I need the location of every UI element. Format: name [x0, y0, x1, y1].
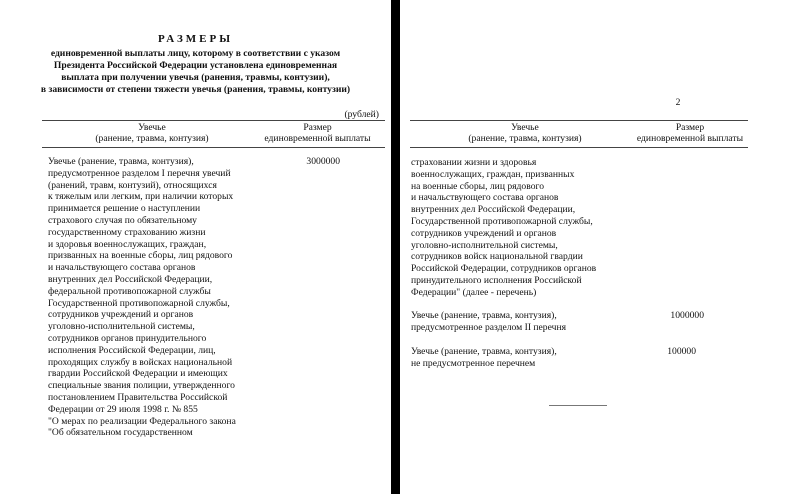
- page-number: 2: [675, 97, 681, 108]
- column-header-line: (ранение, травма, контузия): [95, 133, 209, 144]
- document-title: РАЗМЕРЫ: [157, 33, 234, 45]
- column-header-injury: [42, 122, 262, 144]
- document-subtitle: [20, 48, 371, 96]
- table-cell-injury: Увечье (ранение, травма, контузия), предусмотренное разделом II перечня: [411, 310, 566, 333]
- subtitle-line: Президента Российской Федерации установлена единовременная: [53, 60, 338, 71]
- table-header-rule: [410, 147, 748, 148]
- document-page-left: [0, 0, 391, 494]
- table-cell-injury: Увечье (ранение, травма, контузия), предусмотренное разделом I перечня увечий (ранений, травм, контузий), относящихся к тяжелым или легким, при наличии которых принимается решение о наступлении страхового случая по обязательному государственному страхованию жизни и здоровья военнослужащих, граждан, призванных на военные сборы, лиц рядового и начальствующего состава органов внутренних дел Российской Федерации, федеральной противопожарной службы Государственной противопожарной службы, сотрудников учреждений и органов уголовно-исполнительной системы, сотрудников органов принудительного исполнения Российской Федерации, лиц, проходящих службу в войсках национальной гвардии Российской Федерации и имеющих специальные звания полиции, утвержденного постановлением Правительства Российской Федерации от 29 июля 1998 г. № 855 "О мерах по реализации Федерального закона "Об обязательном государственном: [48, 156, 236, 439]
- table-header-rule: [42, 147, 385, 148]
- column-header-line: Увечье: [138, 122, 166, 133]
- subtitle-line: выплата при получении увечья (ранения, травмы, контузии),: [61, 72, 330, 83]
- subtitle-line: в зависимости от степени тяжести увечья (ранения, травмы, контузии): [40, 84, 351, 95]
- table-cell-amount: 3000000: [306, 156, 340, 167]
- column-header-amount: [620, 122, 760, 144]
- table-cell-injury-continued: страховании жизни и здоровья военнослужащих, граждан, призванных на военные сборы, лиц рядового и начальствующего состава органов внутренних дел Российской Федерации, Государственной противопожарной службы, сотрудников учреждений и органов уголовно-исполнительной системы, сотрудников войск национальной гвардии Российской Федерации, сотрудников органов принудительного исполнения Российской Федерации" (далее - перечень): [411, 157, 597, 298]
- page-divider: [391, 0, 400, 494]
- table-cell-amount: 1000000: [670, 310, 704, 321]
- table-cell-amount: 100000: [667, 346, 696, 357]
- table-top-rule: [410, 120, 748, 121]
- currency-units: (рублей): [344, 109, 379, 120]
- column-header-line: единовременной выплаты: [636, 133, 744, 144]
- column-header-line: Размер: [303, 122, 332, 133]
- table-cell-injury: Увечье (ранение, травма, контузия), не предусмотренное перечнем: [411, 346, 557, 369]
- column-header-injury: [410, 122, 640, 144]
- subtitle-line: единовременной выплаты лицу, которому в соответствии с указом: [50, 48, 341, 59]
- column-header-line: Увечье: [511, 122, 539, 133]
- column-header-line: Размер: [675, 122, 705, 133]
- document-page-right: [400, 0, 800, 494]
- column-header-line: (ранение, травма, контузия): [468, 133, 582, 144]
- table-top-rule: [42, 120, 385, 121]
- column-header-line: единовременной выплаты: [264, 133, 371, 144]
- end-rule: [549, 405, 607, 406]
- column-header-amount: [250, 122, 385, 144]
